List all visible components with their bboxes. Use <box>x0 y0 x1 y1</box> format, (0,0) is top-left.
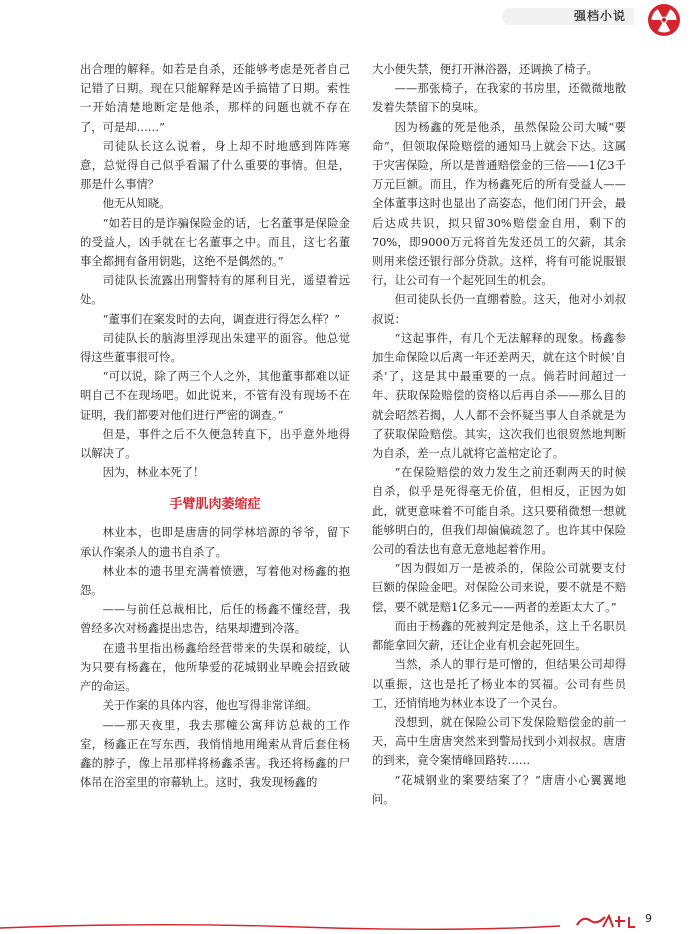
paragraph: 没想到，就在保险公司下发保险赔偿金的前一天，高中生唐唐突然来到警局找到小刘叔叔。唐唐的到来，竟令案情峰回路转…… <box>372 715 626 768</box>
paragraph: 而由于杨鑫的死被判定是他杀，这上千名职员都能拿回欠薪，还让企业有机会起死回生。 <box>372 619 626 653</box>
paragraph: 但司徒队长仍一直绷着脸。这天，他对小刘叔叔说： <box>372 293 626 326</box>
paragraph: 因为杨鑫的死是他杀，虽然保险公司大喊“要命”，但领取保险赔偿的通知马上就会下达。这属于灾害保险，所以是普通赔偿金的三倍——1亿3千万元巨额。而且，作为杨鑫死后的所有受益人——全体董事这时也显出了高姿态，他们闭门开会，最后达成共识，拟只留30%赔偿金自用，剩下的70%，即9000万元将首先发还员工的欠薪，其余则用来偿还银行部分贷款。这样，将有可能说服银行，让公司有一个起死回生的机会。 <box>372 120 626 288</box>
radiation-logo-icon <box>646 2 682 38</box>
paragraph: 当然，杀人的罪行是可憎的，但结果公司却得以重振，这也是托了杨业本的冥福。公司有些员工，还悄悄地为林业本设了一个灵台。 <box>372 658 626 710</box>
paragraph: 司徒队长流露出刑警特有的犀利目光，遥望着远处。 <box>80 274 350 307</box>
paragraph: 林业本，也即是唐唐的同学林培源的爷爷，留下承认作案杀人的遗书自杀了。 <box>80 526 350 559</box>
paragraph: “可以说，除了两三个人之外，其他董事都难以证明自己不在现场吧。如此说来，不管有没有现场不在证明，我们都要对他们进行严密的调查。” <box>80 370 350 422</box>
page-footer <box>0 910 696 934</box>
paragraph: 在遗书里指出杨鑫给经营带来的失误和破绽，认为只要有杨鑫在，他所挚爱的花城钢业早晚会招致破产的命运。 <box>80 641 350 694</box>
page-number: 9 <box>645 912 652 925</box>
page-header <box>0 0 696 40</box>
magazine-section-title: 强档小说 <box>573 9 626 23</box>
paragraph: 司徒队长的脑海里浮现出朱建平的面容。他总觉得这些董事很可怜。 <box>80 331 350 365</box>
section-heading: 手臂肌肉萎缩症 <box>169 497 261 513</box>
paragraph: 司徒队长这么说着，身上却不时地感到阵阵寒意，总觉得自己似乎看漏了什么重要的事情。但是，那是什么事情？ <box>80 139 350 192</box>
paragraph: 出合理的解释。如若是自杀，还能够考虑是死者自己记错了日期。现在只能解释是凶手搞错了日期。索性一开始清楚地断定是他杀，那样的问题也就不存在了，可是却……” <box>80 63 350 134</box>
paragraph: “在保险赔偿的效力发生之前还剩两天的时候自杀，似乎是死得毫无价值，但相反，正因为如此，就更意味着不可能自杀。这只要稍微想一想就能够明白的，但我们却偏偏疏忽了。也许其中保险公司的看法也有意无意地起着作用。 <box>372 466 626 557</box>
paragraph: “如若目的是诈骗保险金的话，七名董事是保险金的受益人，凶手就在七名董事之中。而且，这七名董事全都拥有备用钥匙，这绝不是偶然的。” <box>80 216 350 269</box>
paragraph: 大小便失禁，便打开淋浴器，还调换了椅子。 <box>372 63 598 76</box>
magazine-logo-icon <box>575 913 639 931</box>
paragraph: 他无从知晓。 <box>102 197 171 211</box>
paragraph: “这起事件，有几个无法解释的现象。杨鑫参加生命保险以后离一年还差两天，就在这个时候‘自杀’了，这是其中最重要的一点。倘若时间超过一年、获取保险赔偿的资格以后再自杀——那么目的就会昭然若揭，人人都不会怀疑当事人自杀就是为了获取保险赔偿。其实，这次我们也很贸然地判断为自杀，差一点儿就将它盖棺定论了。 <box>372 331 626 461</box>
right-column <box>372 60 626 809</box>
paragraph: ——那张椅子，在我家的书房里，还微微地散发着失禁留下的臭味。 <box>372 82 626 115</box>
paragraph: “因为假如万一是被杀的，保险公司就要支付巨额的保险金吧。对保险公司来说，要不就是不赔偿，要不就是赔1亿多元——两者的差距太大了。” <box>372 562 626 614</box>
left-column <box>80 60 350 792</box>
paragraph: “董事们在案发时的去向，调查进行得怎么样？” <box>102 312 341 326</box>
paragraph: 关于作案的具体内容，他也写得非常详细。 <box>102 699 318 713</box>
paragraph: 但是，事件之后不久便急转直下，出乎意外地得以解决了。 <box>80 427 350 461</box>
paragraph: 林业本的遗书里充满着愤懑，写着他对杨鑫的抱怨。 <box>80 564 350 598</box>
paragraph: ——与前任总裁相比，后任的杨鑫不懂经营，我曾经多次对杨鑫提出忠告，结果却遭到冷落。 <box>80 603 350 636</box>
paragraph: 因为，林业本死了！ <box>102 466 205 480</box>
paragraph: ——那天夜里，我去那幢公寓拜访总裁的工作室，杨鑫正在写东西，我悄悄地用绳索从背后套住杨鑫的脖子，像上吊那样将杨鑫杀害。我还将杨鑫的尸体吊在浴室里的帘幕轨上。这时，我发现杨鑫的 <box>80 718 350 790</box>
paragraph: “花城钢业的案要结案了？”唐唐小心翼翼地问。 <box>372 773 626 806</box>
